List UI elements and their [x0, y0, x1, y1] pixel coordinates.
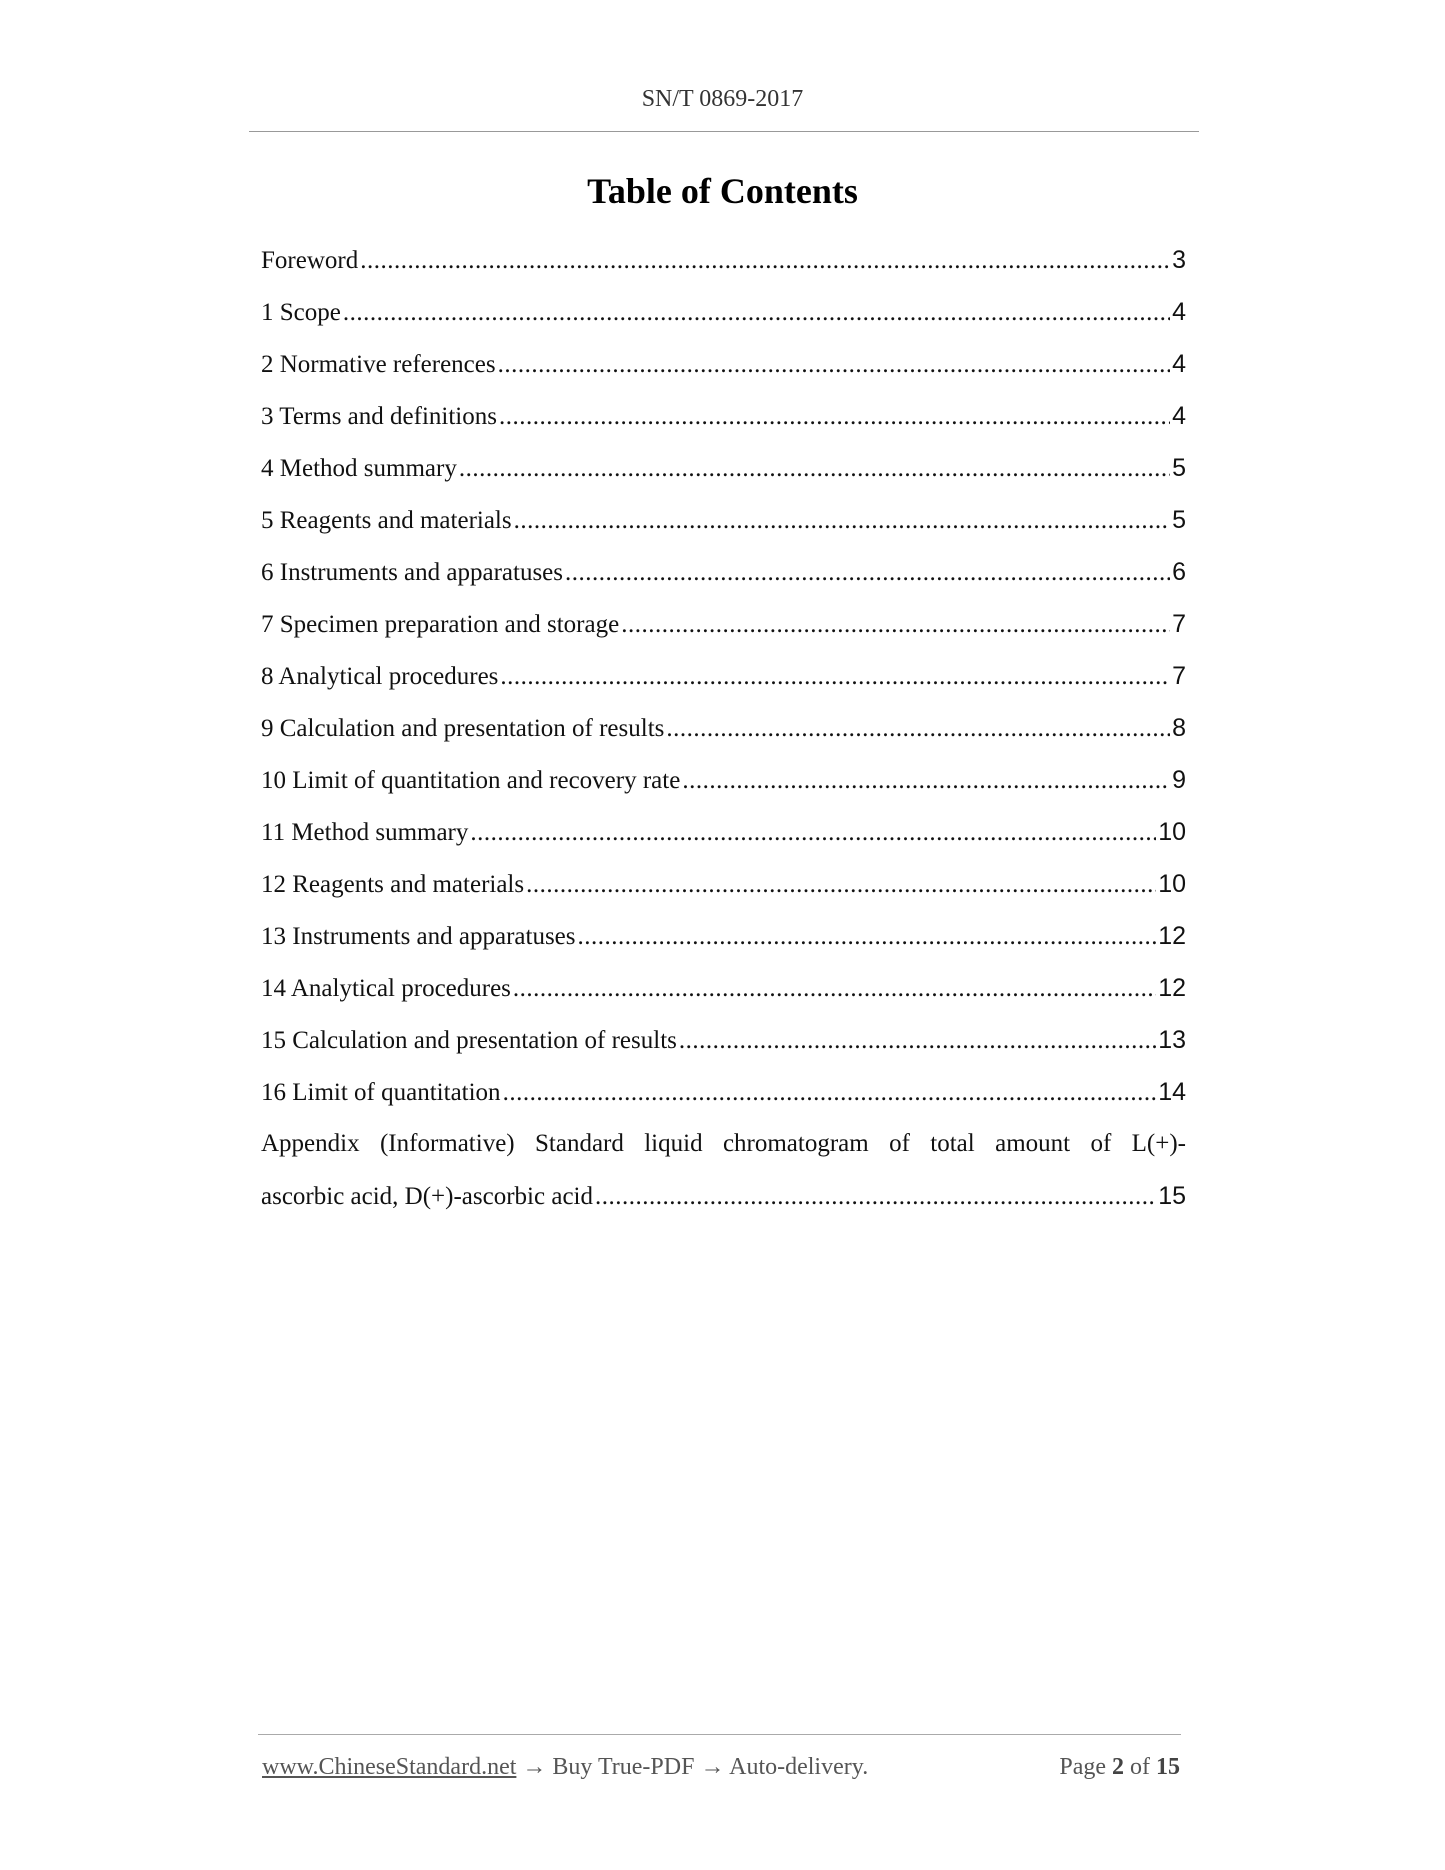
toc-leader-dots: [503, 1067, 1157, 1119]
footer-promo-text: → Buy True-PDF → Auto-delivery.: [516, 1754, 869, 1780]
toc-leader-dots: [621, 599, 1170, 651]
toc-leader-dots: [514, 495, 1170, 547]
toc-leader-dots: [470, 807, 1156, 859]
toc-entry-10[interactable]: [261, 754, 1186, 806]
toc-entry-5[interactable]: [261, 494, 1186, 546]
toc-leader-dots: [499, 391, 1170, 443]
toc-entry-page: 5: [1172, 454, 1186, 482]
toc-entry-appendix[interactable]: [261, 1170, 1186, 1222]
toc-entry-label: 11 Method summary: [261, 819, 469, 846]
page-word: Page: [1059, 1754, 1106, 1780]
toc-entry-page: 10: [1158, 870, 1186, 898]
toc-leader-dots: [459, 443, 1170, 495]
toc-entry-page: 9: [1172, 766, 1186, 794]
toc-entry-15[interactable]: [261, 1014, 1186, 1066]
toc-entry-page: 8: [1172, 714, 1186, 742]
toc-entry-8[interactable]: [261, 650, 1186, 702]
toc-entry-page: 12: [1158, 974, 1186, 1002]
toc-entry-page: 4: [1172, 350, 1186, 378]
toc-entry-14[interactable]: [261, 962, 1186, 1014]
toc-entry-page: 10: [1158, 818, 1186, 846]
toc-entry-label: 12 Reagents and materials: [261, 871, 525, 898]
page-title: Table of Contents: [587, 171, 858, 211]
footer-promo: [262, 1754, 868, 1781]
toc-entry-label: Foreword: [261, 247, 359, 274]
toc-leader-dots: [666, 703, 1170, 755]
toc-entry-label: ascorbic acid, D(+)-ascorbic acid: [261, 1183, 593, 1210]
toc-entry-page: 5: [1172, 506, 1186, 534]
document-code-header: SN/T 0869-2017: [641, 86, 804, 112]
toc-entry-7[interactable]: [261, 598, 1186, 650]
toc-entry-label: 15 Calculation and presentation of results: [261, 1027, 677, 1054]
toc-leader-dots: [526, 859, 1156, 911]
toc-entry-foreword[interactable]: [261, 234, 1186, 286]
toc-entry-16[interactable]: [261, 1066, 1186, 1118]
toc-entry-page: 3: [1172, 246, 1186, 274]
toc-entry-label: 10 Limit of quantitation and recovery rate: [261, 767, 681, 794]
toc-entry-4[interactable]: [261, 442, 1186, 494]
toc-leader-dots: [498, 339, 1170, 391]
toc-entry-label: 3 Terms and definitions: [261, 403, 497, 430]
toc-entry-label: 1 Scope: [261, 299, 341, 326]
toc-leader-dots: [360, 235, 1170, 287]
toc-leader-dots: [679, 1015, 1156, 1067]
toc-entry-appendix-line1[interactable]: Appendix (Informative) Standard liquid chromatogram of total amount of L(+)-: [261, 1130, 1186, 1157]
website-link[interactable]: www.ChineseStandard.net: [262, 1754, 517, 1780]
toc-entry-12[interactable]: [261, 858, 1186, 910]
toc-entry-label: 2 Normative references: [261, 351, 496, 378]
toc-entry-1[interactable]: [261, 286, 1186, 338]
toc-entry-label: 16 Limit of quantitation: [261, 1079, 501, 1106]
toc-entry-label: 5 Reagents and materials: [261, 507, 512, 534]
toc-entry-page: 13: [1158, 1026, 1186, 1054]
header-divider: [249, 131, 1199, 132]
page-total: 15: [1156, 1754, 1180, 1780]
page-footer: [262, 1754, 1180, 1781]
toc-entry-page: 15: [1158, 1182, 1186, 1210]
toc-entry-label: 13 Instruments and apparatuses: [261, 923, 576, 950]
toc-entry-page: 4: [1172, 402, 1186, 430]
toc-entry-13[interactable]: [261, 910, 1186, 962]
page-counter: [1059, 1754, 1180, 1781]
of-word: of: [1130, 1754, 1150, 1780]
table-of-contents: [261, 234, 1186, 1222]
toc-leader-dots: [343, 287, 1170, 339]
toc-entry-label: 9 Calculation and presentation of results: [261, 715, 665, 742]
toc-entry-6[interactable]: [261, 546, 1186, 598]
toc-entry-label: 6 Instruments and apparatuses: [261, 559, 564, 586]
toc-leader-dots: [513, 963, 1156, 1015]
toc-leader-dots: [682, 755, 1170, 807]
toc-leader-dots: [500, 651, 1170, 703]
toc-entry-page: 12: [1158, 922, 1186, 950]
toc-entry-label: 4 Method summary: [261, 455, 457, 482]
toc-entry-page: 7: [1172, 662, 1186, 690]
toc-entry-3[interactable]: [261, 390, 1186, 442]
toc-entry-label: 7 Specimen preparation and storage: [261, 611, 620, 638]
toc-leader-dots: [578, 911, 1157, 963]
toc-entry-page: 7: [1172, 610, 1186, 638]
toc-leader-dots: [595, 1171, 1156, 1223]
toc-entry-2[interactable]: [261, 338, 1186, 390]
toc-leader-dots: [565, 547, 1170, 599]
toc-entry-page: 6: [1172, 558, 1186, 586]
footer-divider: [258, 1734, 1181, 1735]
toc-entry-page: 4: [1172, 298, 1186, 326]
toc-entry-11[interactable]: [261, 806, 1186, 858]
toc-entry-9[interactable]: [261, 702, 1186, 754]
toc-entry-label: 8 Analytical procedures: [261, 663, 499, 690]
page-current: 2: [1112, 1754, 1124, 1780]
toc-entry-label: 14 Analytical procedures: [261, 975, 511, 1002]
toc-entry-page: 14: [1158, 1078, 1186, 1106]
